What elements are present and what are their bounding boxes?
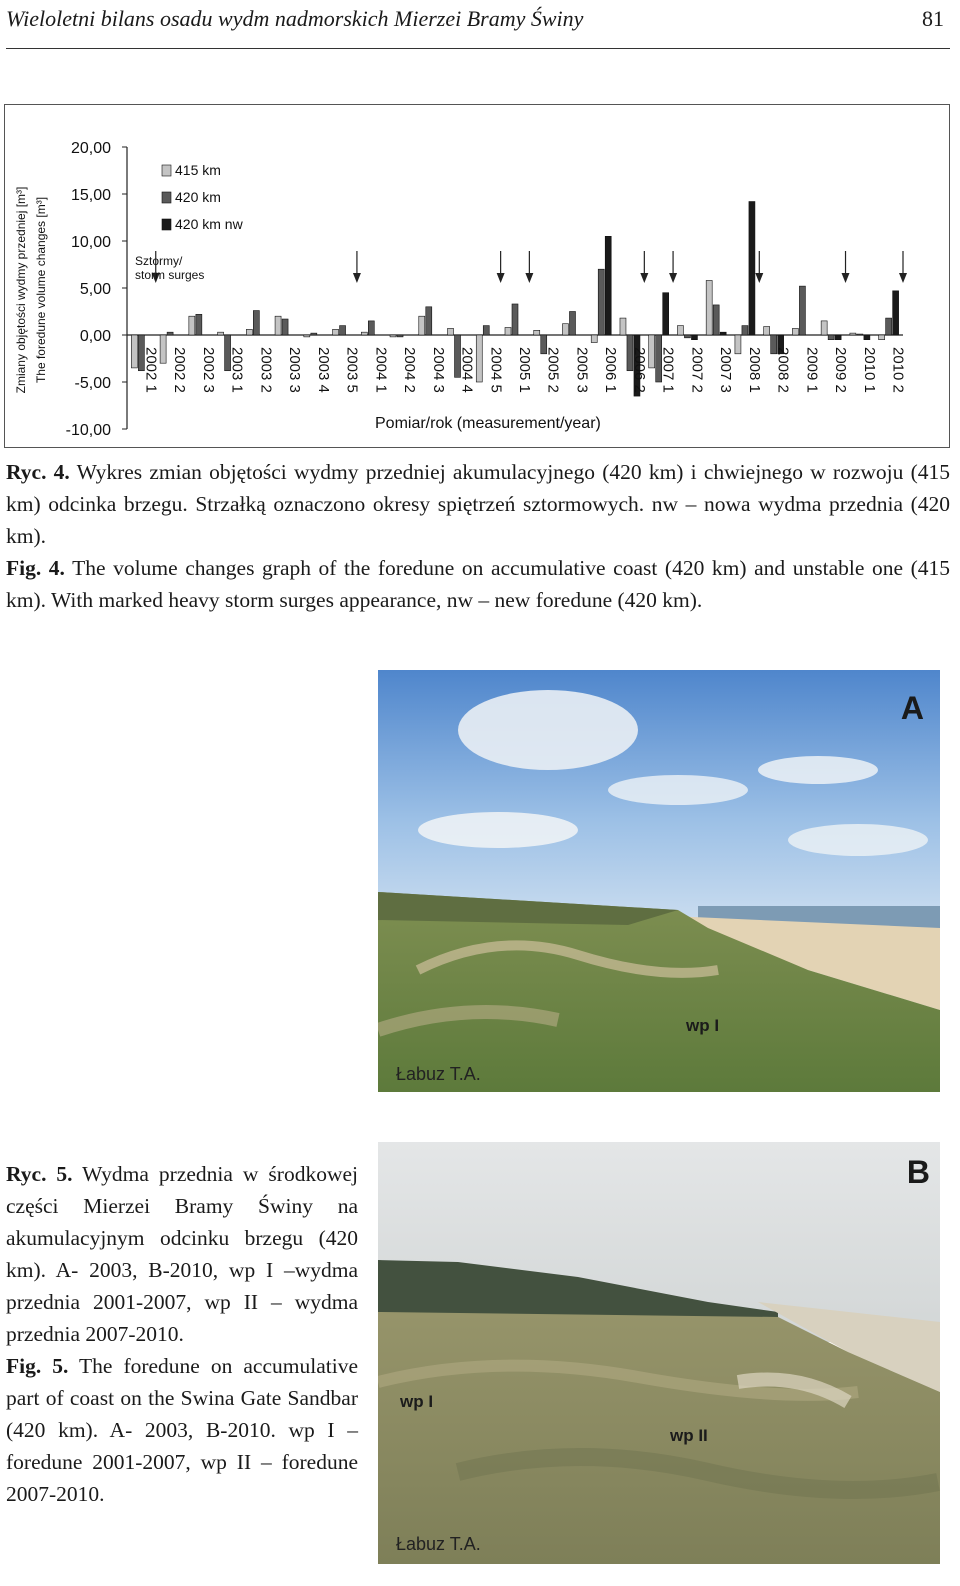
caption5-polish [6, 1158, 358, 1350]
x-tick-label: 2004 5 [487, 347, 505, 393]
bar-420-km [426, 307, 432, 335]
x-tick-label: 2003 4 [314, 347, 332, 393]
storm-arrow-head [353, 273, 361, 283]
bar-420-km [886, 318, 892, 335]
storm-annotation-line2: storm surges [135, 268, 205, 282]
bar-420-km-nw [893, 291, 899, 335]
storm-annotation-line1: Sztormy/ [135, 254, 183, 268]
y-tick-label: 20,00 [70, 140, 111, 157]
bar-415-km [792, 328, 798, 335]
caption5-text-en: The foredune on accumulative part of coast on the Swina Gate Sandbar (420 km). A- 2003, B-2010. wp I – foredune 2001-2007, wp II – foredune 2007-2010. [6, 1354, 358, 1506]
x-tick-label: 2004 1 [372, 347, 390, 393]
bar-420-km [799, 286, 805, 335]
photo-a-image [378, 670, 940, 1092]
bar-420-km-nw [864, 335, 870, 340]
storm-arrow-head [899, 273, 907, 283]
caption4-label-en: Fig. 4. [6, 556, 65, 580]
caption4-text-en: The volume changes graph of the foredune on accumulative coast (420 km) and unstable one (415 km). With marked heavy storm surges appearance, nw – new foredune (420 km). [6, 556, 950, 612]
bar-415-km [390, 335, 396, 337]
caption5-label-pl: Ryc. 5. [6, 1162, 73, 1186]
storm-arrow [899, 251, 907, 283]
bar-415-km [476, 335, 482, 382]
y-tick-label: -5,00 [74, 375, 111, 392]
x-tick-label: 2009 2 [832, 347, 850, 393]
bar-415-km [534, 330, 540, 335]
x-tick-label: 2010 1 [860, 347, 878, 393]
bar-420-km-nw [749, 202, 755, 335]
legend-label: 420 km nw [175, 216, 243, 232]
legend-swatch [162, 165, 171, 176]
bar-415-km [706, 280, 712, 335]
bar-420-km [167, 332, 173, 335]
storm-arrow [669, 251, 677, 283]
bar-420-km [684, 335, 690, 338]
bar-420-km-nw [691, 335, 697, 340]
bar-415-km [620, 318, 626, 335]
bar-420-km [282, 319, 288, 335]
x-tick-label: 2005 3 [573, 347, 591, 393]
y-tick-label: 10,00 [70, 234, 111, 251]
bar-420-km [368, 321, 374, 335]
x-tick-label: 2003 1 [228, 347, 246, 393]
storm-arrow [842, 251, 850, 283]
caption4-text-pl: Wykres zmian objętości wydmy przedniej akumulacyjnego (420 km) i chwiejnego w rozwoju (415 km) odcinka brzegu. Strzałką oznaczono okresy spiętrzeń sztormowych. nw – nowa wydma przednia (420 km). [6, 460, 950, 548]
photo-b-image [378, 1142, 940, 1564]
legend-swatch [162, 192, 171, 203]
bar-415-km [850, 333, 856, 335]
bar-415-km [735, 335, 741, 354]
photo-b [378, 1142, 940, 1564]
storm-arrow-head [497, 273, 505, 283]
bar-415-km [505, 327, 511, 335]
photo-a-wp1-label: wp I [686, 1016, 720, 1035]
x-tick-label: 2005 2 [544, 347, 562, 393]
bar-415-km [275, 316, 281, 335]
running-title: Wieloletni bilans osadu wydm nadmorskich Mierzei Bramy Świny [6, 6, 584, 31]
chart-svg [5, 105, 949, 447]
x-tick-label: 2007 2 [688, 347, 706, 393]
x-tick-label: 2004 2 [401, 347, 419, 393]
bar-420-km [828, 335, 834, 340]
y-axis-label-en: The foredune volume changes [m³] [34, 196, 48, 384]
bar-420-km [512, 304, 518, 335]
y-tick-label: -10,00 [65, 422, 111, 439]
legend-label: 415 km [175, 162, 221, 178]
bar-415-km [879, 335, 885, 340]
x-tick-label: 2004 4 [458, 347, 476, 393]
bar-420-km [340, 326, 346, 335]
storm-arrow-head [640, 273, 648, 283]
bar-415-km [189, 316, 195, 335]
bar-420-km-nw [605, 236, 611, 335]
storm-arrow-head [755, 273, 763, 283]
x-tick-label: 2006 2 [630, 347, 648, 393]
caption5-label-en: Fig. 5. [6, 1354, 69, 1378]
bar-420-km [483, 326, 489, 335]
storm-arrow [755, 251, 763, 283]
bar-415-km [448, 328, 454, 335]
storm-arrow-head [525, 273, 533, 283]
x-tick-label: 2002 1 [142, 347, 160, 393]
bar-415-km [419, 316, 425, 335]
caption4-polish [6, 456, 950, 552]
x-tick-label: 2003 2 [257, 347, 275, 393]
bar-415-km [218, 332, 224, 335]
x-tick-label: 2003 3 [286, 347, 304, 393]
caption5-text-pl: Wydma przednia w środkowej części Mierzei Bramy Świny na akumulacyjnym odcinku brzegu (420 km). A- 2003, B-2010, wp I –wydma przednia 2001-2007, wp II – wydma przednia 2007-2010. [6, 1162, 358, 1346]
bar-415-km [764, 327, 770, 335]
bar-420-km [196, 314, 202, 335]
bar-420-km [569, 312, 575, 336]
photo-b-wp1-label: wp I [400, 1392, 434, 1411]
bar-420-km-nw [663, 293, 669, 335]
caption4-english [6, 552, 950, 616]
photo-b-wp2-label: wp II [670, 1426, 708, 1445]
photo-a-label: A [900, 690, 924, 726]
bar-415-km [131, 335, 137, 368]
bar-415-km [333, 329, 339, 335]
bar-420-km [311, 333, 317, 335]
x-tick-label: 2003 5 [343, 347, 361, 393]
bar-420-km [598, 269, 604, 335]
x-tick-label: 2002 2 [171, 347, 189, 393]
photo-b-credit: Łabuz T.A. [396, 1534, 481, 1554]
bar-415-km [304, 335, 310, 337]
page-number: 81 [922, 6, 944, 31]
figure-5-caption [6, 1158, 358, 1510]
y-axis-label-pl: Zmiany objętości wydmy przedniej [m³] [14, 186, 28, 394]
x-tick-label: 2007 1 [659, 347, 677, 393]
photo-b-label: B [906, 1154, 930, 1190]
bar-420-km [397, 335, 403, 337]
bar-415-km [677, 326, 683, 335]
photo-a-credit: Łabuz T.A. [396, 1064, 481, 1084]
storm-arrow-head [669, 273, 677, 283]
bar-420-km [857, 334, 863, 335]
bar-415-km [562, 324, 568, 335]
x-tick-label: 2010 2 [889, 347, 907, 393]
caption5-english [6, 1350, 358, 1510]
x-tick-label: 2008 1 [745, 347, 763, 393]
x-tick-label: 2009 1 [803, 347, 821, 393]
bar-420-km [742, 326, 748, 335]
figure-4-chart [4, 104, 950, 448]
storm-arrow [497, 251, 505, 283]
bar-420-km-nw [720, 332, 726, 335]
figure-4-caption [6, 456, 950, 616]
bar-420-km-nw [835, 335, 841, 340]
legend-label: 420 km [175, 189, 221, 205]
y-tick-label: 0,00 [79, 328, 111, 345]
bar-415-km [160, 335, 166, 363]
x-axis-label: Pomiar/rok (measurement/year) [375, 415, 601, 432]
bar-415-km [649, 335, 655, 368]
x-tick-label: 2007 3 [717, 347, 735, 393]
photo-a [378, 670, 940, 1092]
bar-415-km [821, 321, 827, 335]
bar-415-km [361, 332, 367, 335]
bar-415-km [591, 335, 597, 343]
x-tick-label: 2008 2 [774, 347, 792, 393]
y-tick-label: 5,00 [79, 281, 111, 298]
bar-420-km [713, 305, 719, 335]
x-tick-label: 2004 3 [429, 347, 447, 393]
x-tick-label: 2005 1 [516, 347, 533, 393]
x-tick-label: 2006 1 [602, 347, 620, 393]
running-header [6, 4, 950, 49]
legend-swatch [162, 219, 171, 230]
caption4-label-pl: Ryc. 4. [6, 460, 70, 484]
storm-arrow [640, 251, 648, 283]
x-tick-label: 2002 3 [199, 347, 217, 393]
bar-415-km [246, 329, 252, 335]
storm-arrow [525, 251, 533, 283]
y-tick-label: 15,00 [70, 187, 111, 204]
bar-420-km [253, 311, 259, 335]
storm-arrow [353, 251, 361, 283]
storm-arrow-head [842, 273, 850, 283]
